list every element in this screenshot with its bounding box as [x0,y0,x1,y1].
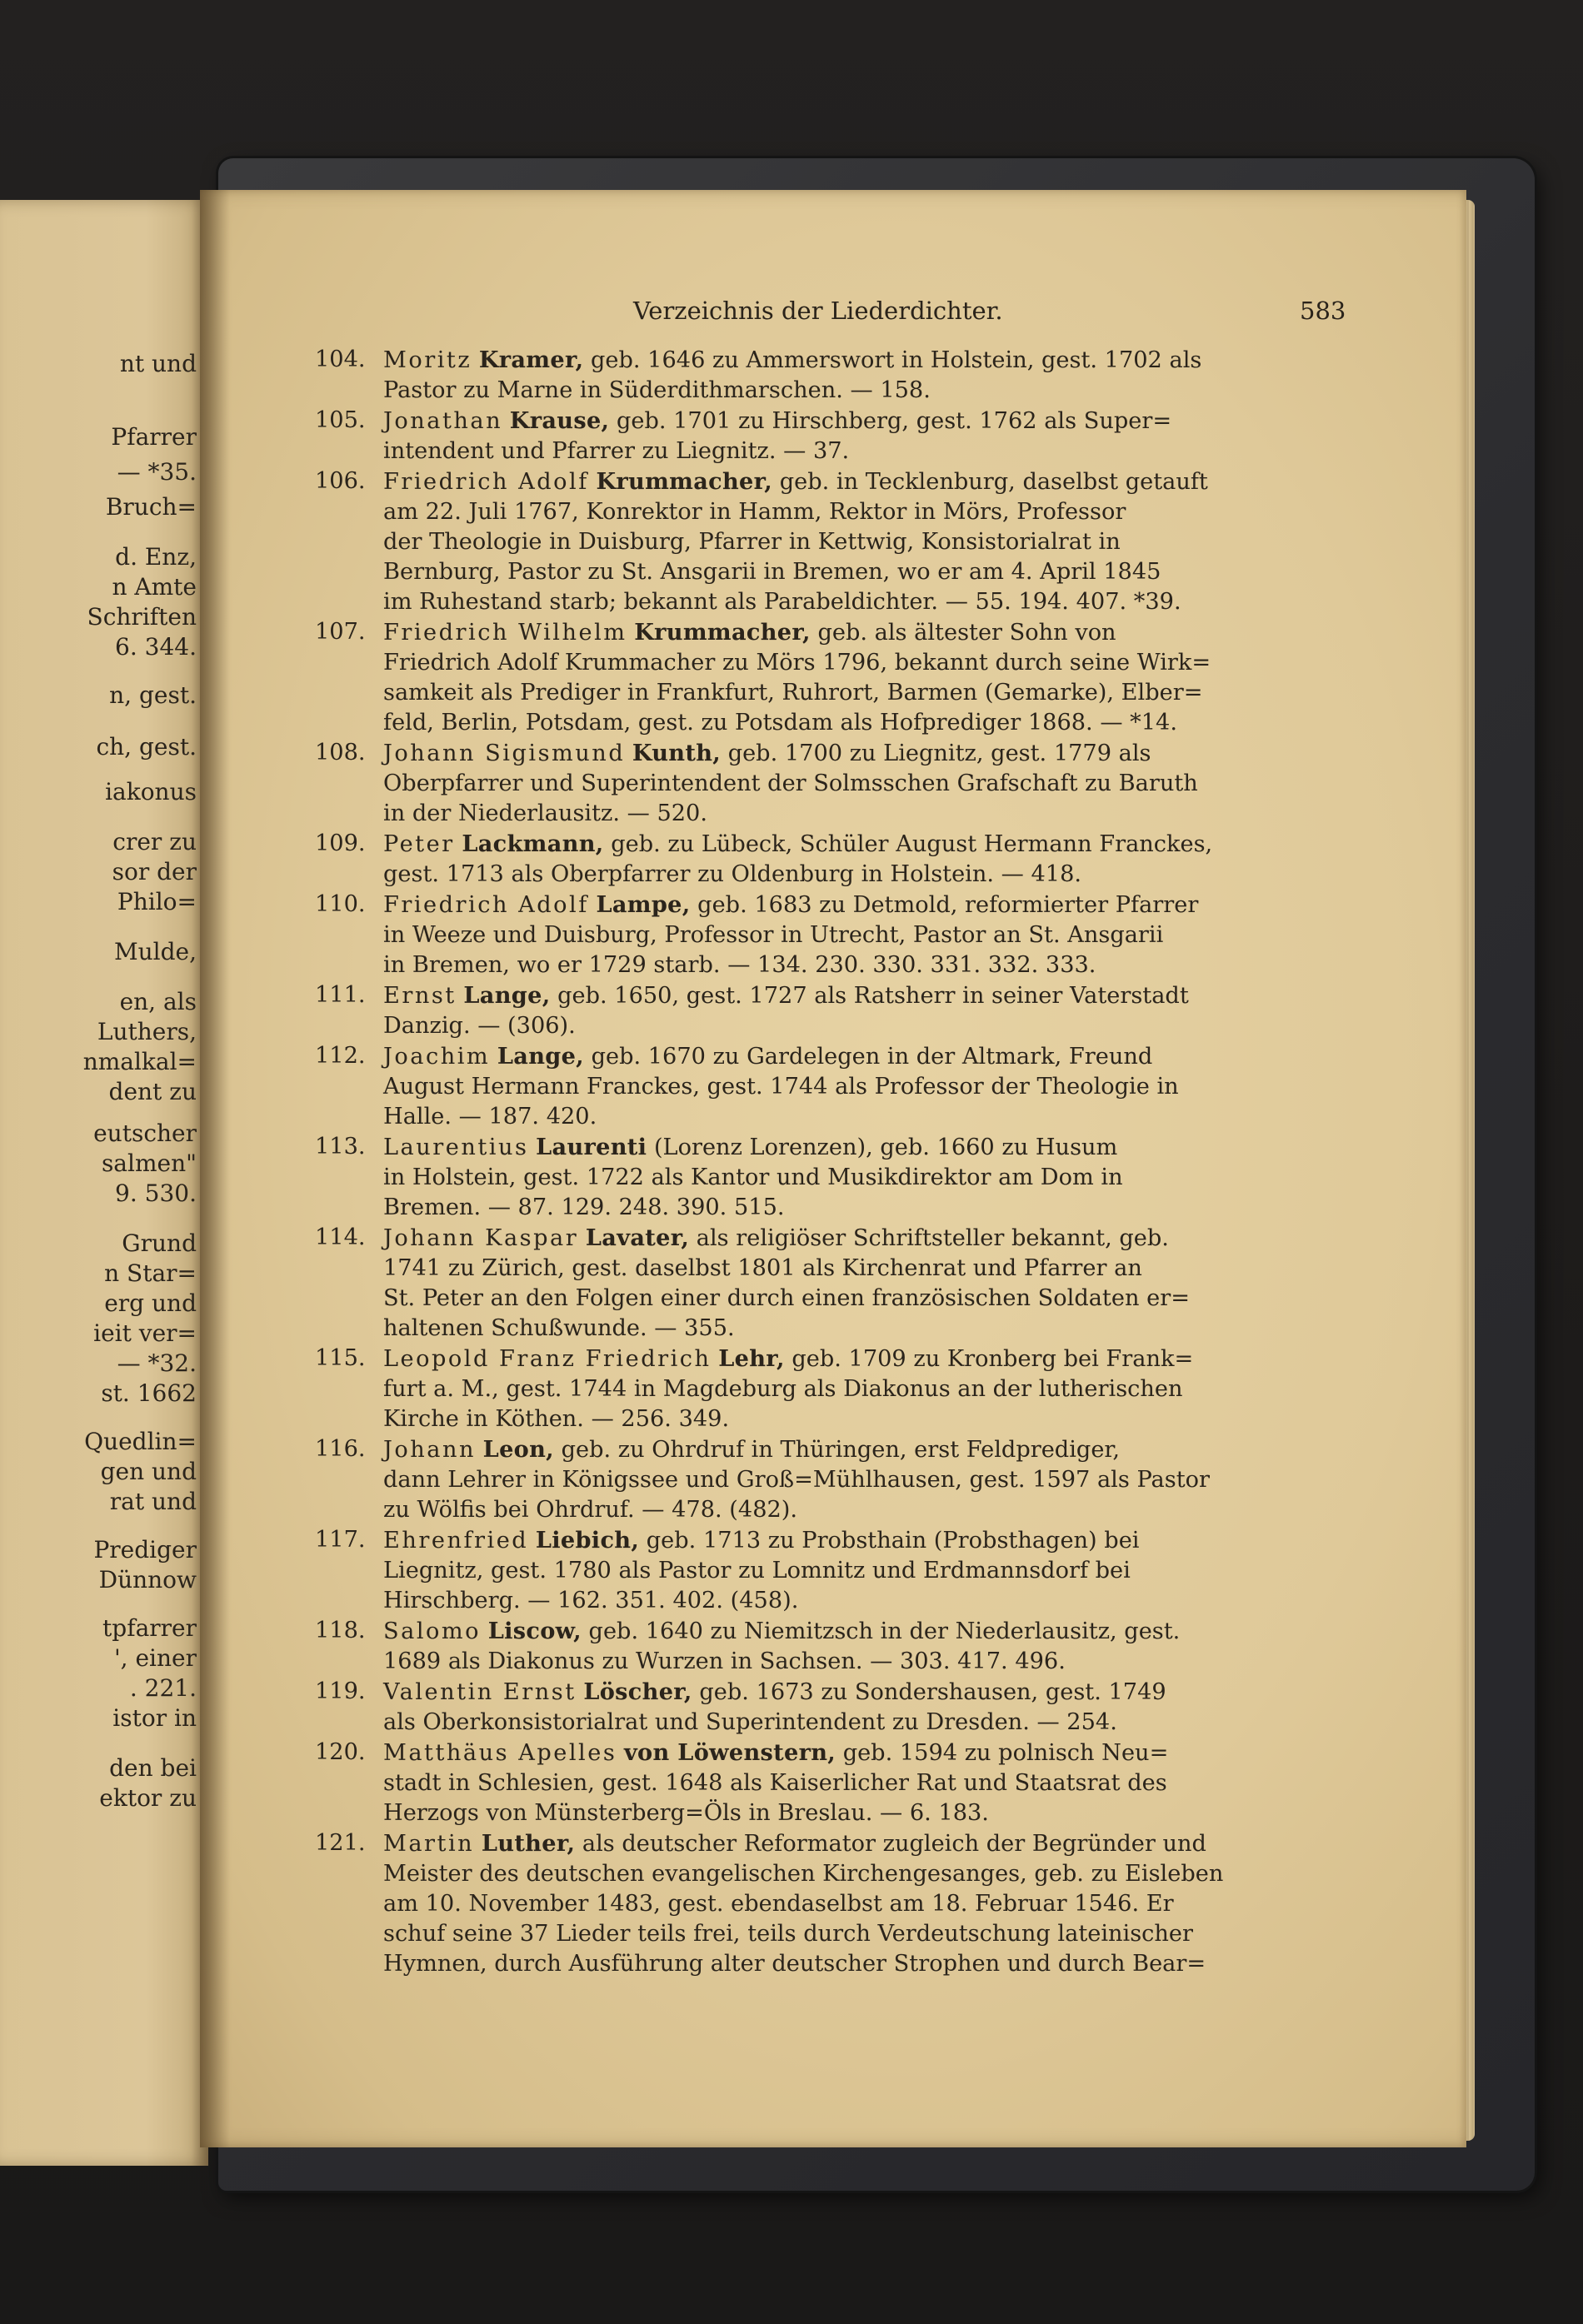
entry [315,1738,1348,1828]
left-page-line: — *35. [117,458,197,486]
poet-given-name: Joachim [383,1044,491,1070]
left-page-line: en, als [119,988,197,1015]
entry-text: geb. 1701 zu Hirschberg, gest. 1762 als Super= [609,408,1172,434]
poet-surname: Liscow, [487,1618,582,1644]
entry-line [383,436,1348,466]
entry-text: geb. 1670 zu Gardelegen in der Altmark, Freund [583,1044,1153,1070]
entry-text: 1689 als Diakonus zu Wurzen in Sachsen. — 303. 417. 496. [383,1648,1066,1674]
poet-surname: Laurenti [536,1134,647,1160]
entry-text: Herzogs von Münsterberg=Öls in Breslau. — 6. 183. [383,1800,989,1826]
poet-given-name: Ernst [383,983,457,1009]
left-page-line: erg und [104,1289,197,1317]
left-page-line: n, gest. [109,681,197,709]
entry-text: in Weeze und Duisburg, Professor in Utrecht, Pastor an St. Ansgarii [383,922,1164,948]
poet-given-name: Johann Sigismund [383,741,626,766]
poet-given-name: Leopold Franz Friedrich [383,1346,712,1372]
poet-given-name: Friedrich Adolf [383,469,589,495]
entry-line [383,1556,1348,1586]
entry-text: geb. 1594 zu polnisch Neu= [836,1740,1169,1766]
entry [315,1525,1348,1616]
poet-surname: Lavater, [585,1224,690,1251]
poet-given-name: Johann Kaspar [383,1225,579,1251]
left-page-line: Bruch= [105,493,197,521]
entry-text: geb. 1713 zu Probsthain (Probsthagen) bei [639,1528,1140,1553]
entry-line [383,738,1348,769]
left-page-line: n Amte [112,573,197,601]
poet-surname: Lackmann, [462,830,604,857]
left-page-line: ieit ver= [93,1319,197,1347]
entry-text: Halle. — 187. 420. [383,1104,597,1130]
entry-line [383,1828,1348,1859]
entry [315,345,1348,406]
entry-text: geb. zu Ohrdruf in Thüringen, erst Feldprediger, [553,1437,1121,1463]
entry-line [383,1041,1348,1072]
entry [315,1616,1348,1677]
entry [315,738,1348,829]
entry-text: am 10. November 1483, gest. ebendaselbst am 18. Februar 1546. Er [383,1891,1174,1917]
entry-text: gest. 1713 als Oberpfarrer zu Oldenburg in Holstein. — 418. [383,861,1082,887]
entry-line [383,1798,1348,1828]
entry-line [383,1072,1348,1102]
entry-number: 110. [315,891,366,917]
entry-line [383,1859,1348,1889]
entry-text: Danzig. — (306). [383,1013,576,1039]
entry-line [383,1919,1348,1949]
entry-text: 1741 zu Zürich, gest. daselbst 1801 als Kirchenrat und Pfarrer an [383,1255,1142,1281]
entry-line [383,1102,1348,1132]
running-head: Verzeichnis der Liederdichter. [633,297,1003,325]
entry-text: Liegnitz, gest. 1780 als Pastor zu Lomnitz und Erdmannsdorf bei [383,1558,1131,1583]
entry-text: als deutscher Reformator zugleich der Begründer und [575,1831,1206,1857]
entry-text: Bremen. — 87. 129. 248. 390. 515. [383,1194,785,1220]
entry-text: St. Peter an den Folgen einer durch einen französischen Soldaten er= [383,1285,1190,1311]
entry-line [383,345,1348,376]
left-page-line: 9. 530. [115,1179,197,1207]
entry-number: 106. [315,468,366,494]
left-page-line: istor in [112,1704,197,1732]
entry-line [383,769,1348,799]
entry-text: Meister des deutschen evangelischen Kirchengesanges, geb. zu Eisleben [383,1861,1224,1887]
left-page-line: d. Enz, [115,543,197,571]
entry-line [383,648,1348,678]
left-page-line: n Star= [104,1259,197,1287]
entry-line [383,1011,1348,1041]
entry-text: in der Niederlausitz. — 520. [383,800,708,826]
entry-line [383,708,1348,738]
entry-number: 105. [315,407,366,433]
entry-line [383,1495,1348,1525]
poet-surname: von Löwenstern, [623,1739,836,1766]
poet-given-name: Ehrenfried [383,1528,529,1553]
left-page-line: Pfarrer [111,423,197,451]
entry-line [383,1889,1348,1919]
entry-line [383,829,1348,860]
entry-text: Pastor zu Marne in Süderdithmarschen. — 158. [383,377,931,403]
entry-number: 119. [315,1678,366,1704]
entry-text: (Lorenz Lorenzen), geb. 1660 zu Husum [647,1135,1118,1160]
poet-surname: Krause, [509,407,610,434]
entry-line [383,1284,1348,1314]
entry-text: stadt in Schlesien, gest. 1648 als Kaiserlicher Rat und Staatsrat des [383,1770,1167,1796]
entry-line [383,799,1348,829]
left-page-line: nmalkal= [82,1048,197,1075]
left-page-line: Schriften [87,603,197,631]
entry-text: Friedrich Adolf Krummacher zu Mörs 1796, bekannt durch seine Wirk= [383,650,1211,676]
entry-text: Hirschberg. — 162. 351. 402. (458). [383,1588,799,1613]
entry [315,1223,1348,1344]
poet-given-name: Friedrich Adolf [383,892,589,918]
entry-text: am 22. Juli 1767, Konrektor in Hamm, Rektor in Mörs, Professor [383,499,1126,525]
entry-line [383,406,1348,436]
page-gutter-shadow [200,190,230,2147]
entry-text: Kirche in Köthen. — 256. 349. [383,1406,730,1432]
poet-surname: Krummacher, [596,468,773,495]
left-page-line: Dünnow [98,1566,197,1593]
poet-given-name: Laurentius [383,1135,529,1160]
poet-surname: Leon, [482,1436,554,1463]
entry-text: zu Wölfis bei Ohrdruf. — 478. (482). [383,1497,798,1523]
entry-number: 117. [315,1527,366,1553]
entry-text: geb. 1709 zu Kronberg bei Frank= [784,1346,1194,1372]
entries-list [315,345,1348,1979]
entry-number: 113. [315,1134,366,1160]
poet-given-name: Johann [383,1437,477,1463]
entry [315,1132,1348,1223]
entry-line [383,527,1348,557]
previous-page-fragment [0,200,208,2166]
entry [315,1344,1348,1434]
left-page-line: Quedlin= [84,1428,197,1455]
left-page-line: — *32. [117,1349,197,1377]
poet-given-name: Jonathan [383,408,503,434]
entry-line [383,1314,1348,1344]
left-page-line: iakonus [105,778,197,805]
entry-line [383,1949,1348,1979]
poet-surname: Löscher, [583,1678,692,1705]
left-page-line: Mulde, [113,938,197,965]
poet-surname: Lange, [463,982,551,1009]
entry-line [383,890,1348,920]
entry-text: samkeit als Prediger in Frankfurt, Ruhrort, Barmen (Gemarke), Elber= [383,680,1203,706]
entry-line [383,860,1348,890]
poet-surname: Krummacher, [634,619,811,646]
left-page-line: st. 1662 [101,1379,197,1407]
left-page-line: ch, gest. [96,733,197,761]
entry-number: 107. [315,619,366,645]
entry-text: Hymnen, durch Ausführung alter deutscher Strophen und durch Bear= [383,1951,1206,1977]
poet-given-name: Salomo [383,1618,482,1644]
entry-line [383,466,1348,497]
entry-text: der Theologie in Duisburg, Pfarrer in Kettwig, Konsistorialrat in [383,529,1121,555]
entry-text: August Hermann Franckes, gest. 1744 als Professor der Theologie in [383,1074,1179,1100]
entry-line [383,1677,1348,1708]
entry-text: als religiöser Schriftsteller bekannt, geb. [689,1225,1169,1251]
poet-surname: Lange, [497,1043,584,1070]
entry-text: als Oberkonsistorialrat und Superintendent zu Dresden. — 254. [383,1709,1117,1735]
entry-text: geb. 1673 zu Sondershausen, gest. 1749 [692,1679,1166,1705]
entry [315,829,1348,890]
poet-surname: Kunth, [632,740,722,766]
entry-line [383,587,1348,617]
poet-surname: Lampe, [596,891,691,918]
entry-line [383,1525,1348,1556]
entry [315,1677,1348,1738]
entry-line [383,1768,1348,1798]
left-page-line: . 221. [129,1674,197,1702]
entry-text: schuf seine 37 Lieder teils frei, teils durch Verdeutschung lateinischer [383,1921,1194,1947]
left-page-line: den bei [109,1754,197,1782]
left-page-line: Luthers, [97,1018,197,1045]
entry-text: geb. 1700 zu Liegnitz, gest. 1779 als [721,741,1151,766]
entry-number: 112. [315,1043,366,1069]
left-page-line: crer zu [112,828,197,855]
entry-text: geb. 1646 zu Ammerswort in Holstein, gest. 1702 als [583,347,1202,373]
left-page-line: sor der [112,858,197,885]
entry-number: 121. [315,1830,366,1856]
poet-given-name: Friedrich Wilhelm [383,620,627,646]
entry-text: furt a. M., gest. 1744 in Magdeburg als Diakonus an der lutherischen [383,1376,1183,1402]
left-page-line: dent zu [108,1078,197,1105]
entry-line [383,1193,1348,1223]
entry-number: 109. [315,830,366,856]
entry-line [383,1616,1348,1647]
entry-line [383,1647,1348,1677]
entry-text: geb. als ältester Sohn von [810,620,1116,646]
entry-number: 118. [315,1618,366,1643]
entry-text: intendent und Pfarrer zu Liegnitz. — 37. [383,438,850,464]
poet-given-name: Moritz [383,347,472,373]
entry-text: feld, Berlin, Potsdam, gest. zu Potsdam als Hofprediger 1868. — *14. [383,710,1177,736]
entry-line [383,497,1348,527]
entry-number: 104. [315,347,366,372]
entry-line [383,1434,1348,1465]
left-page-line: eutscher [93,1120,197,1147]
poet-given-name: Valentin Ernst [383,1679,577,1705]
entry-line [383,950,1348,980]
left-page-line: tpfarrer [102,1614,197,1642]
poet-surname: Luther, [481,1830,576,1857]
page-number: 583 [1300,297,1346,325]
entry-number: 108. [315,740,366,766]
entry-number: 111. [315,982,366,1008]
entry [315,617,1348,738]
poet-given-name: Matthäus Apelles [383,1740,617,1766]
poet-surname: Lehr, [718,1345,785,1372]
left-page-line: Prediger [93,1536,197,1563]
entry-text: Oberpfarrer und Superintendent der Solmsschen Grafschaft zu Baruth [383,771,1198,796]
poet-given-name: Peter [383,831,455,857]
entry-line [383,920,1348,950]
entry-line [383,678,1348,708]
entry-number: 115. [315,1345,366,1371]
entry-line [383,1254,1348,1284]
left-page-line: gen und [100,1458,197,1485]
left-page-line: Philo= [117,888,197,915]
entry-line [383,1738,1348,1768]
left-page-line: ektor zu [99,1784,197,1812]
entry-text: Bernburg, Pastor zu St. Ansgarii in Bremen, wo er am 4. April 1845 [383,559,1161,585]
entry-text: in Holstein, gest. 1722 als Kantor und Musikdirektor am Dom in [383,1164,1123,1190]
entry-text: geb. in Tecklenburg, daselbst getauft [772,469,1208,495]
poet-surname: Liebich, [535,1527,640,1553]
entry-number: 120. [315,1739,366,1765]
entry [315,980,1348,1041]
entry-text: dann Lehrer in Königssee und Groß=Mühlhausen, gest. 1597 als Pastor [383,1467,1210,1493]
entry-text: haltenen Schußwunde. — 355. [383,1315,735,1341]
entry-text: geb. zu Lübeck, Schüler August Hermann Franckes, [603,831,1213,857]
entry-line [383,1223,1348,1254]
entry-line [383,1708,1348,1738]
entry-text: im Ruhestand starb; bekannt als Parabeldichter. — 55. 194. 407. *39. [383,589,1181,615]
left-page-line: Grund [122,1229,197,1257]
entry-text: geb. 1683 zu Detmold, reformierter Pfarrer [690,892,1199,918]
entry-line [383,557,1348,587]
entry-line [383,980,1348,1011]
entry-line [383,1163,1348,1193]
entry-text: in Bremen, wo er 1729 starb. — 134. 230. 330. 331. 332. 333. [383,952,1096,978]
poet-given-name: Martin [383,1831,475,1857]
poet-surname: Kramer, [478,347,584,373]
entry [315,466,1348,617]
entry-text: geb. 1640 zu Niemitzsch in der Niederlausitz, gest. [581,1618,1181,1644]
entry-line [383,1465,1348,1495]
entry-line [383,1132,1348,1163]
entry [315,406,1348,466]
entry-number: 116. [315,1436,366,1462]
left-page-line: rat und [109,1488,197,1515]
left-page-line: salmen" [101,1150,197,1177]
left-page-line: ', einer [113,1644,197,1672]
entry-line [383,1374,1348,1404]
entry [315,890,1348,980]
entry-line [383,376,1348,406]
entry-line [383,1404,1348,1434]
entry-line [383,1586,1348,1616]
entry-text: geb. 1650, gest. 1727 als Ratsherr in seiner Vaterstadt [550,983,1189,1009]
entry-number: 114. [315,1224,366,1250]
entry [315,1828,1348,1979]
left-page-line: 6. 344. [115,633,197,661]
left-page-line: nt und [119,350,197,377]
entry [315,1041,1348,1132]
entry-line [383,1344,1348,1374]
entry-line [383,617,1348,648]
entry [315,1434,1348,1525]
